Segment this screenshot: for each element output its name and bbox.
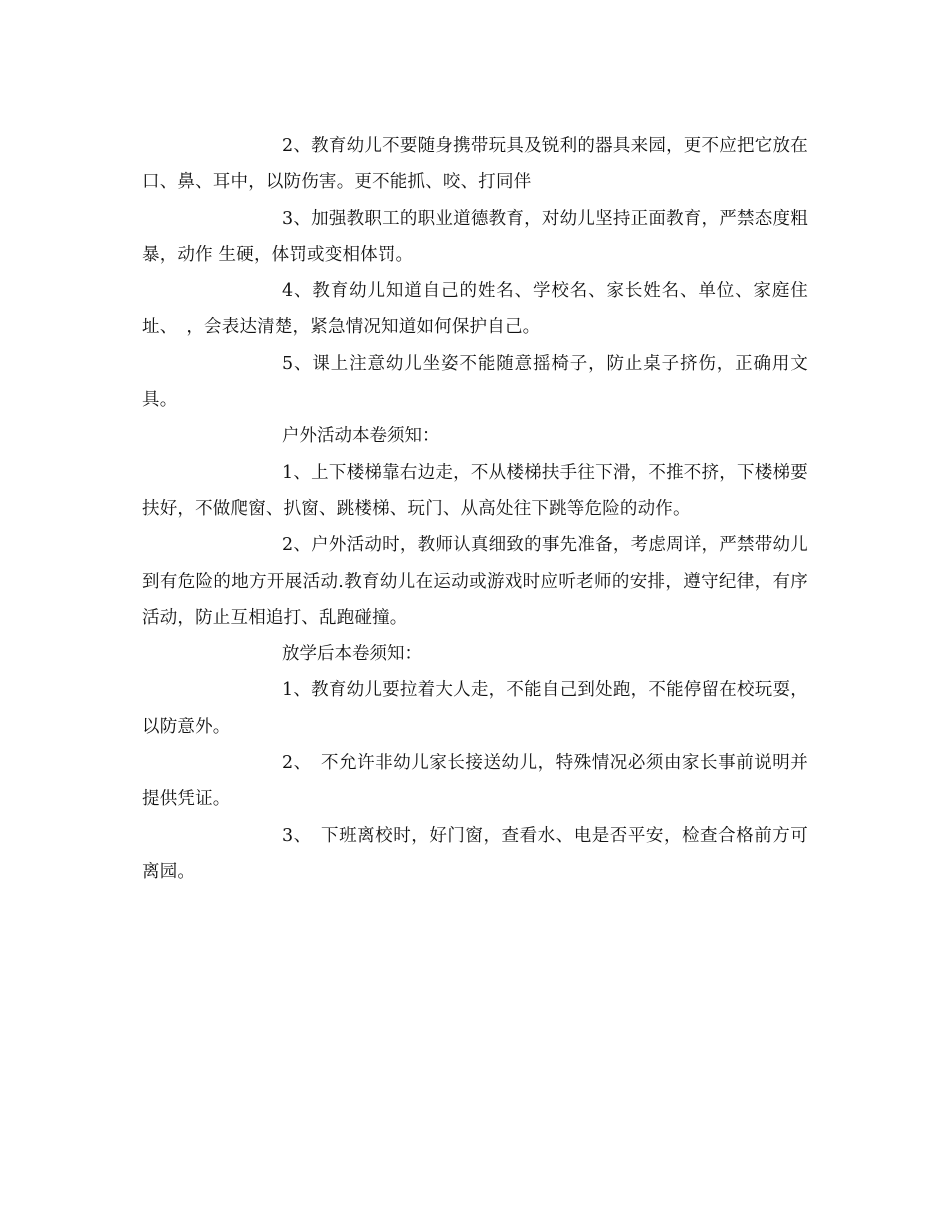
section-heading-after-school: 放学后本卷须知： bbox=[282, 644, 422, 665]
document-body bbox=[142, 128, 808, 890]
paragraph-item-2-safety-toys: 2、教育幼儿不要随身携带玩具及锐利的器具来园，更不应把它放在口、鼻、耳中，以防伤害。更不能抓、咬、打同伴 bbox=[142, 136, 808, 193]
paragraph-item-5-sitting-posture: 5、课上注意幼儿坐姿不能随意摇椅子，防止桌子挤伤，正确用文具。 bbox=[142, 353, 808, 411]
paragraph-after-school-3-leave-campus: 3、 下班离校时，好门窗，查看水、电是否平安，检查合格前方可离园。 bbox=[142, 825, 808, 882]
paragraph-item-4-know-identity: 4、教育幼儿知道自己的姓名、学校名、家长姓名、单位、家庭住址、 ，会表达清楚，紧急情况知道如何保护自己。 bbox=[142, 281, 808, 338]
paragraph-after-school-2-pickup: 2、 不允许非幼儿家长接送幼儿，特殊情况必须由家长事前说明并提供凭证。 bbox=[142, 753, 808, 810]
paragraph-outdoor-2-activities: 2、户外活动时，教师认真细致的事先准备，考虑周详，严禁带幼儿到有危险的地方开展活动.教育幼儿在运动或游戏时应听老师的安排，遵守纪律，有序活动，防止互相追打、乱跑碰撞。 bbox=[142, 535, 808, 628]
section-heading-outdoor: 户外活动本卷须知： bbox=[282, 426, 440, 447]
paragraph-after-school-1-hold-hands: 1、教育幼儿要拉着大人走，不能自己到处跑，不能停留在校玩耍，以防意外。 bbox=[142, 680, 808, 737]
paragraph-outdoor-1-stairs: 1、上下楼梯靠右边走，不从楼梯扶手往下滑，不推不挤，下楼梯要扶好，不做爬窗、扒窗、跳楼梯、玩门、从高处往下跳等危险的动作。 bbox=[142, 462, 808, 519]
paragraph-item-3-staff-ethics: 3、加强教职工的职业道德教育，对幼儿坚持正面教育，严禁态度粗暴，动作 生硬，体罚或变相体罚。 bbox=[142, 208, 808, 265]
